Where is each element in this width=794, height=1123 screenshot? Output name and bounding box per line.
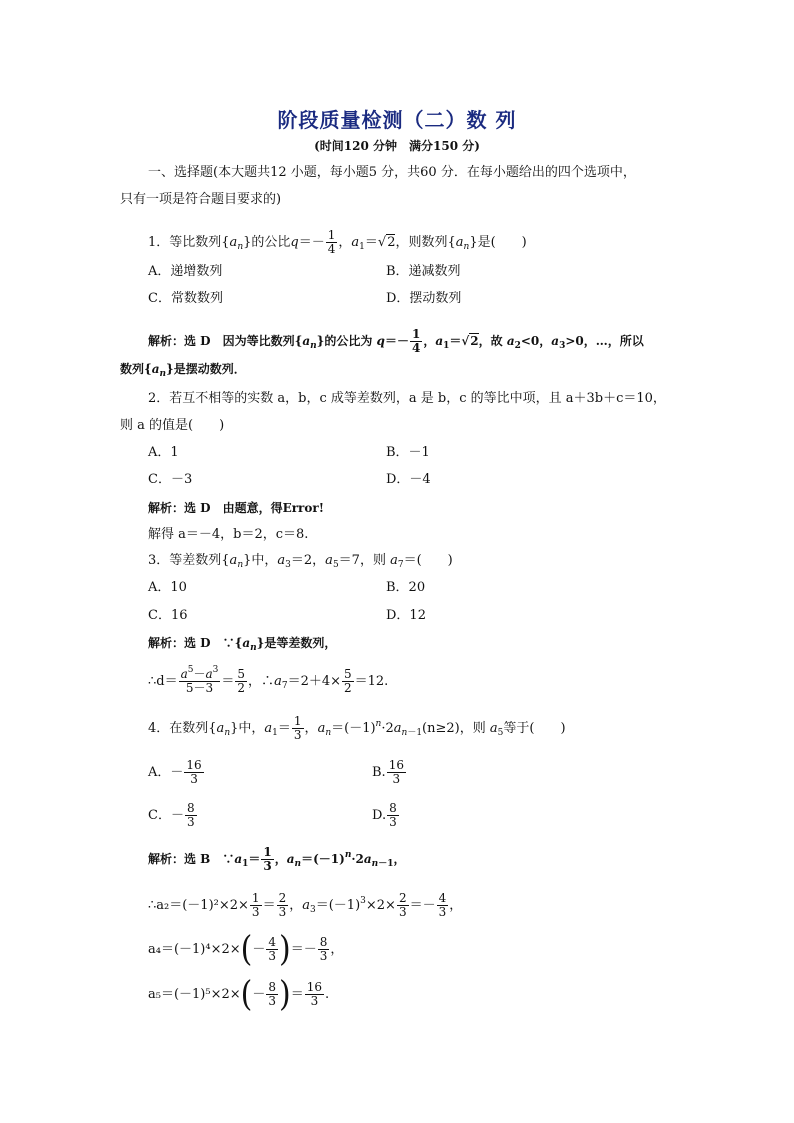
q4-option-c: C．－ $\frac{8}{3}$ [148, 801, 195, 829]
q1-option-a: A．递增数列 [148, 264, 223, 279]
q4-option-d: D. $\frac{8}{3}$ [372, 801, 397, 829]
q2-option-d: D．－4 [386, 472, 431, 487]
q2-option-b: B．－1 [386, 445, 430, 460]
q2-solution-line2: 解得 a＝－4，b＝2，c＝8. [148, 527, 309, 542]
section-intro-line2: 只有一项是符合题目要求的) [120, 192, 282, 207]
q1-solution-line2: 数列$\{a_n\}$是摆动数列． [120, 362, 246, 379]
q3-stem: 3．等差数列$\{a_n\}$中，$a_3=2$，$a_5=7$，则 $a_7=$( ) [148, 553, 453, 570]
q4-option-a: A．－ $\frac{16}{3}$ [148, 758, 202, 786]
q4-solution-line1: 解析：选 B $\because a_1=$ $\frac{1}{3}$ ，$a_n=(-1)^n\cdot 2a_{n-1}$， [148, 845, 406, 873]
page-subtitle: (时间120 分钟 满分150 分) [314, 139, 480, 153]
q1-option-d: D．摆动数列 [386, 291, 462, 306]
q2-stem-line2: 则 a 的值是( ) [120, 418, 225, 433]
q3-option-d: D．12 [386, 608, 426, 623]
q4-stem: 4．在数列$\{a_n\}$中，$a_1=$ $\frac{1}{3}$ ，$a_n=(-1)^n\cdot 2a_{n-1}(n\ge 2)$，则 $a_5$等于( ) [148, 714, 566, 742]
q2-option-a: A．1 [148, 445, 179, 460]
q2-stem-line1: 2．若互不相等的实数 a，b，c 成等差数列，a 是 b，c 的等比中项，且 a＋3b＋c＝10， [148, 391, 666, 406]
q1-stem: 1．等比数列$\{a_n\}$的公比q＝－ $\frac{1}{4}$ ，$a_1=√2$，则数列$\{a_n\}$是( ) [148, 228, 527, 256]
q2-option-c: C．－3 [148, 472, 193, 487]
q4-solution-line2: ∴a₂＝(－1)²×2× $\frac{1}{3}$ ＝ $\frac{2}{3}$ ，$a_3=(-1)^3\times 2\times$ $\frac{2}{3}$ ＝－ $\frac{4}{3}$ ， [148, 891, 463, 919]
q3-option-c: C．16 [148, 608, 188, 623]
q3-solution-line1: 解析：选 D $\because\{a_n\}$是等差数列， [148, 636, 337, 653]
q2-solution-line1: 解析：选 D 由题意，得Error! [148, 501, 324, 515]
q3-option-a: A．10 [148, 580, 187, 595]
q3-solution-line2: ∴d＝ $\frac{a^5-a^3}{5-3}$ ＝ $\frac{5}{2}$ ，$\therefore a_7=2+4\times$ $\frac{5}{2}$ ＝12. [148, 665, 389, 695]
q1-solution-line1: 解析：选 D 因为等比数列$\{a_n\}$的公比为 q＝－ $\frac{1}{4}$ ，$a_1=√2$，故 $a_2<0$，$a_3>0$，…，所以 [148, 327, 644, 355]
q3-option-b: B．20 [386, 580, 426, 595]
q4-solution-line4: a₅＝(－1)⁵×2×(－ $\frac{8}{3}$ )＝ $\frac{16}{3}$ . [148, 973, 330, 1015]
q1-option-b: B．递减数列 [386, 264, 461, 279]
page-title: 阶段质量检测（二）数 列 [277, 108, 517, 132]
q4-option-b: B. $\frac{16}{3}$ [372, 758, 404, 786]
section-intro-line1: 一、选择题(本大题共12 小题，每小题5 分，共60 分．在每小题给出的四个选项中， [148, 165, 636, 180]
q1-option-c: C．常数数列 [148, 291, 223, 306]
q4-solution-line3: a₄＝(－1)⁴×2×(－ $\frac{4}{3}$ )＝－ $\frac{8}{3}$ ， [148, 928, 344, 970]
